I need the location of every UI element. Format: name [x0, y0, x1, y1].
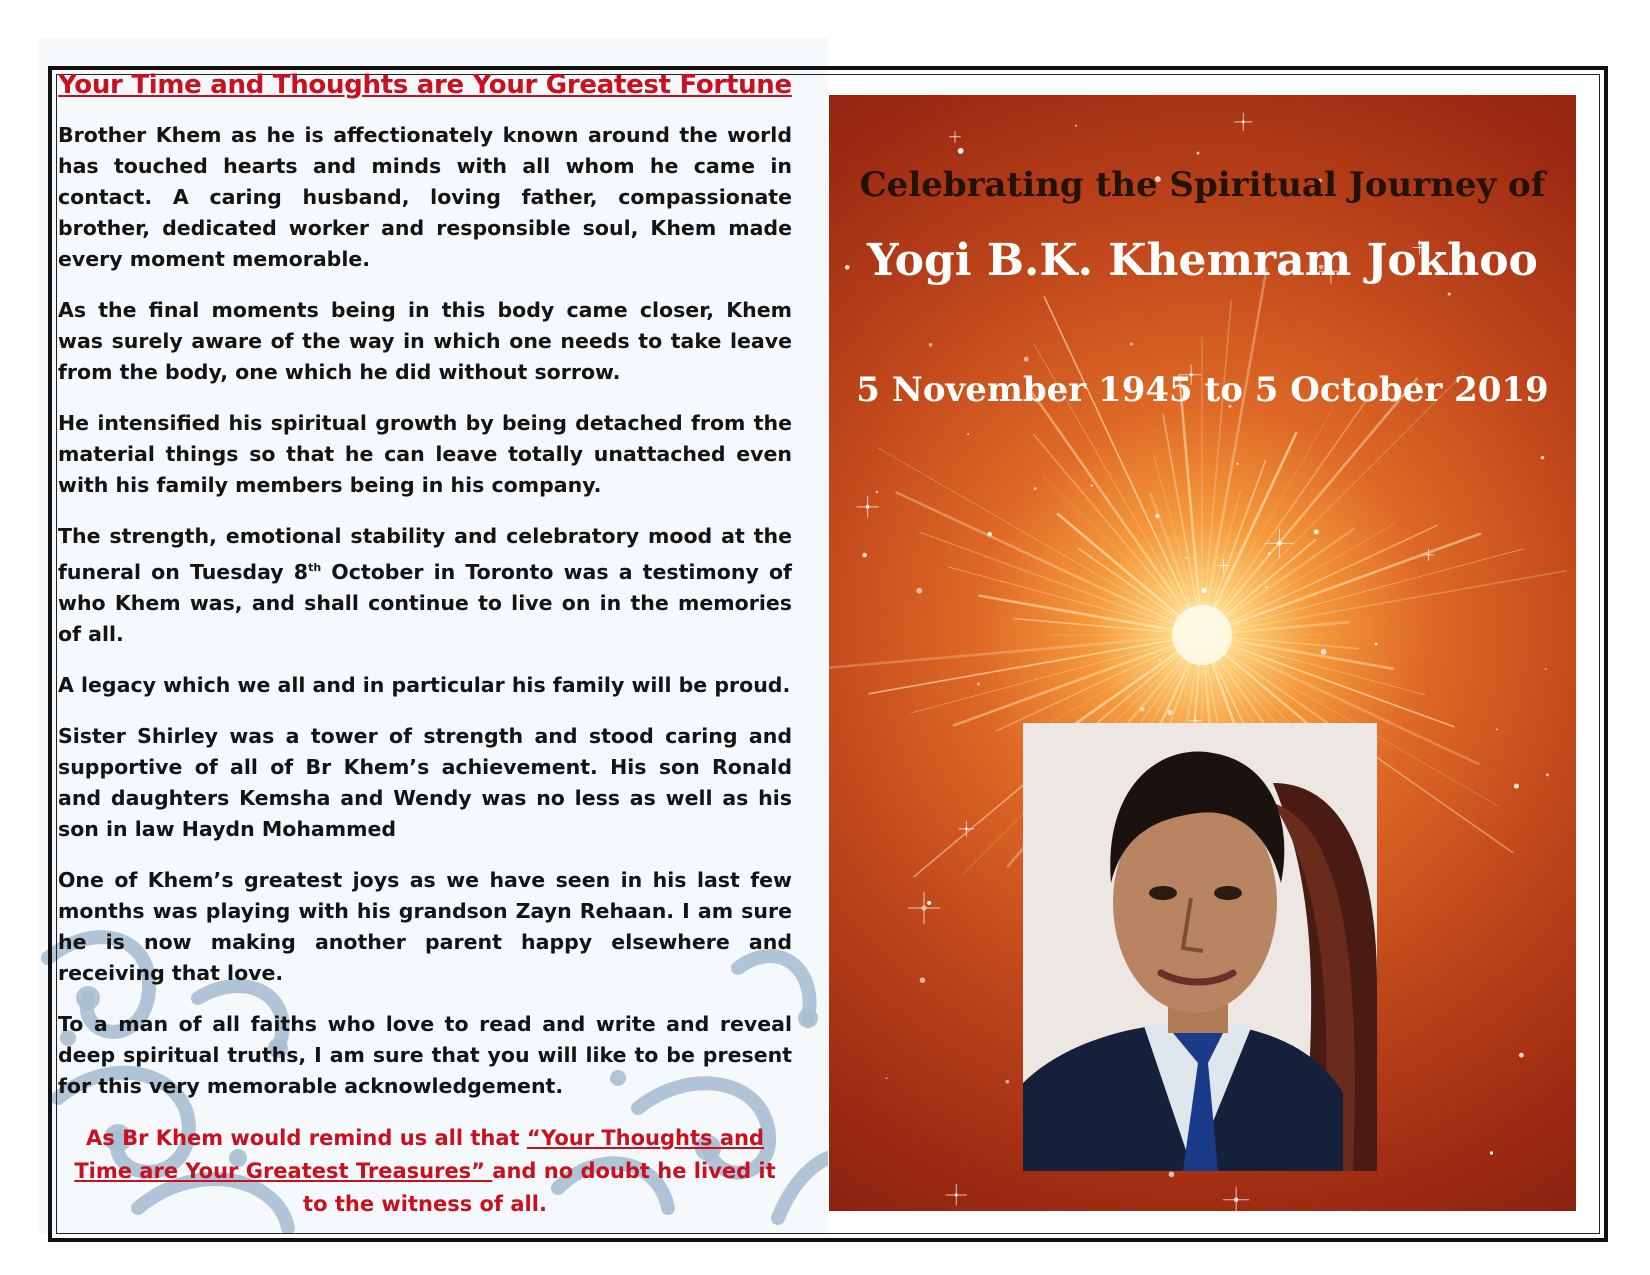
- paragraph-legacy: A legacy which we all and in particular his family will be proud.: [58, 672, 791, 697]
- life-dates: 5 November 1945 to 5 October 2019: [856, 370, 1549, 410]
- page-headline: Your Time and Thoughts are Your Greatest Fortune: [58, 70, 792, 100]
- paragraph-grandson: One of Khem’s greatest joys as we have seen in his last few months was playing with his grandson Zayn Rehaan. I am sure he is now making another parent happy elsewhere and receiving that love.: [58, 867, 792, 985]
- paragraph-1: Brother Khem as he is affectionately known around the world has touched hearts and minds with all whom he came in contact. A caring husband, loving father, compassionate brother, dedicated worker and responsible soul, Khem made every moment memorable.: [58, 123, 792, 271]
- paragraph-3: He intensified his spiritual growth by being detached from the material things so that he can leave totally unattached even with his family members being in his company.: [58, 411, 792, 497]
- paragraph-funeral: [58, 521, 792, 650]
- paragraph-2: As the final moments being in this body came closer, Khem was surely aware of the way in which one needs to take leave from the body, one which he did without sorrow.: [58, 298, 792, 384]
- closing-part-1: As Br Khem would remind us all that: [86, 1125, 527, 1150]
- cover-panel: [829, 95, 1576, 1211]
- paragraph-family: Sister Shirley was a tower of strength and stood caring and supportive of all of Br Khem’s achievement. His son Ronald and daughters Kemsha and Wendy was no less as well as his son in law Haydn Mohammed: [58, 723, 792, 841]
- funeral-text-after: October in Toronto was a testimony of who Khem was, and shall continue to live on in the memories of all.: [58, 559, 792, 646]
- ordinal-suffix: th: [308, 561, 322, 574]
- honoree-name: Yogi B.K. Khemram Jokhoo: [867, 235, 1538, 286]
- closing-part-2: and no doubt he lived it to the witness of all.: [303, 1158, 776, 1216]
- celebration-heading: Celebrating the Spiritual Journey of: [859, 165, 1546, 205]
- funeral-text-before: The strength, emotional stability and celebratory mood at the funeral on Tuesday 8: [58, 524, 792, 584]
- closing-quote-text: “Your Thoughts and Time are Your Greatest Treasures”: [74, 1125, 764, 1183]
- portrait-illustration: [1023, 723, 1377, 1171]
- portrait-photo: [1023, 723, 1377, 1171]
- paragraph-faiths: To a man of all faiths who love to read and write and reveal deep spiritual truths, I am sure that you will like to be present for this very memorable acknowledgement.: [58, 1011, 792, 1098]
- left-text-column: [58, 70, 792, 1221]
- closing-quote: [68, 1122, 782, 1221]
